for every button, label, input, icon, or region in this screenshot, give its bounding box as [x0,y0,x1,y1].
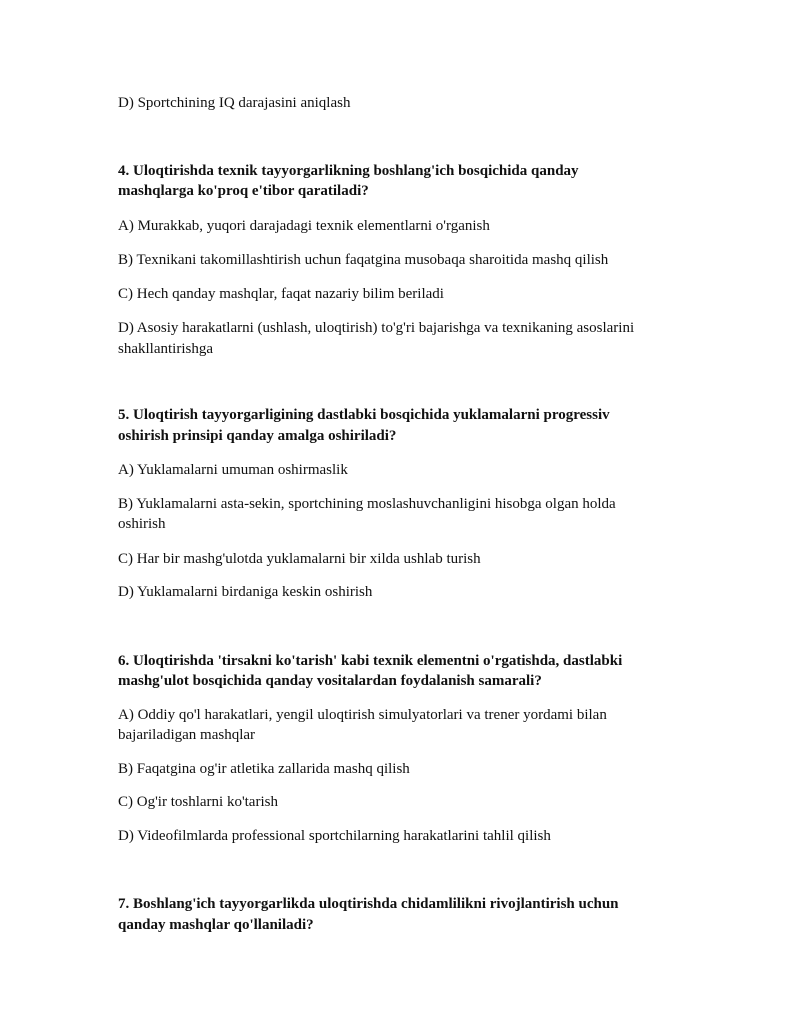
option-b-q5-line-1: B) Yuklamalarni asta-sekin, sportchining moslashuvchanligini hisobga olgan holda [118,496,616,512]
option-b-q4: B) Texnikani takomillashtirish uchun faqatgina musobaqa sharoitida mashq qilish [118,252,609,268]
option-d-q4-line-2: shakllantirishga [118,341,213,357]
question-4-line-1: 4. Uloqtirishda texnik tayyorgarlikning boshlang'ich bosqichida qanday [118,163,579,179]
option-a-q5: A) Yuklamalarni umuman oshirmaslik [118,462,348,478]
question-6-line-1: 6. Uloqtirishda 'tirsakni ko'tarish' kabi texnik elementni o'rgatishda, dastlabki [118,653,623,669]
option-c-q6: C) Og'ir toshlarni ko'tarish [118,794,278,810]
option-c-q4: C) Hech qanday mashqlar, faqat nazariy bilim beriladi [118,286,444,302]
option-a-q6-line-1: A) Oddiy qo'l harakatlari, yengil uloqtirish simulyatorlari va trener yordami bilan [118,707,607,723]
option-c-q5: C) Har bir mashg'ulotda yuklamalarni bir xilda ushlab turish [118,551,481,567]
option-b-q6: B) Faqatgina og'ir atletika zallarida mashq qilish [118,761,410,777]
question-6-line-2: mashg'ulot bosqichida qanday vositalardan foydalanish samarali? [118,673,542,689]
option-a-q4: A) Murakkab, yuqori darajadagi texnik elementlarni o'rganish [118,218,490,234]
question-4-line-2: mashqlarga ko'proq e'tibor qaratiladi? [118,183,369,199]
option-d-q6: D) Videofilmlarda professional sportchilarning harakatlarini tahlil qilish [118,828,551,844]
question-7-line-2: qanday mashqlar qo'llaniladi? [118,917,314,933]
question-5-line-2: oshirish prinsipi qanday amalga oshiriladi? [118,428,397,444]
question-5-line-1: 5. Uloqtirish tayyorgarligining dastlabki bosqichida yuklamalarni progressiv [118,407,610,423]
option-d-q4-line-1: D) Asosiy harakatlarni (ushlash, uloqtirish) to'g'ri bajarishga va texnikaning asoslarini [118,320,635,336]
question-7-line-1: 7. Boshlang'ich tayyorgarlikda uloqtirishda chidamlilikni rivojlantirish uchun [118,896,619,912]
option-d-q5: D) Yuklamalarni birdaniga keskin oshirish [118,584,373,600]
option-d-q3: D) Sportchining IQ darajasini aniqlash [118,95,351,111]
option-b-q5-line-2: oshirish [118,516,166,532]
option-a-q6-line-2: bajariladigan mashqlar [118,727,256,743]
